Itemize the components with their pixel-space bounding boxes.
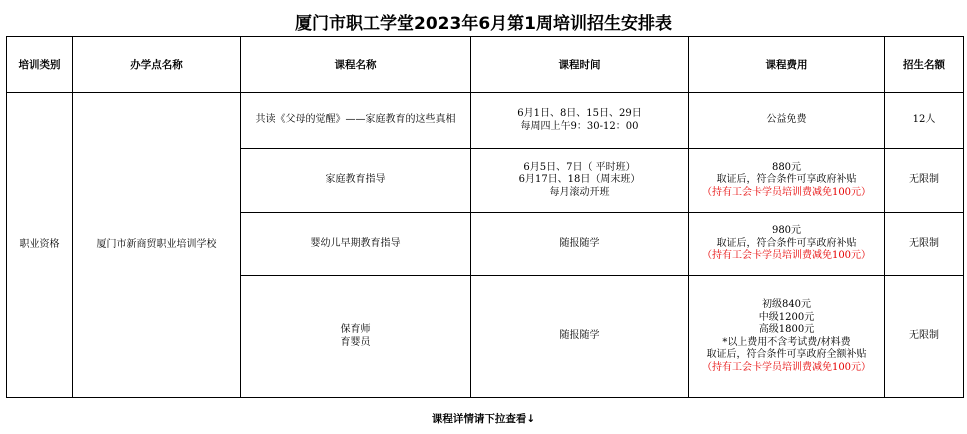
category-cell: 职业资格 — [7, 93, 73, 398]
course-cell — [241, 213, 471, 276]
school-cell: 厦门市新商贸职业培训学校 — [73, 93, 241, 398]
time-cell — [471, 276, 689, 398]
fee-line: 中级1200元 — [758, 311, 815, 323]
header-category: 培训类别 — [7, 37, 73, 93]
fee-line: 高级1800元 — [758, 324, 815, 335]
quota-cell: 12人 — [885, 93, 964, 149]
fee-cell — [689, 276, 885, 398]
time-line: 6月5日、7日（ 平时班） — [523, 161, 636, 173]
fee-line: 取证后，符合条件可享政府补贴 — [716, 237, 857, 249]
scroll-hint — [0, 411, 967, 426]
fee-discount-note: （持有工会卡学员培训费减免100元） — [701, 361, 872, 373]
time-cell — [471, 149, 689, 213]
table-row — [7, 93, 964, 149]
header-school: 办学点名称 — [73, 37, 241, 93]
table-header-row — [7, 37, 964, 93]
time-line: 6月17日、18日（周末班） — [518, 174, 641, 186]
fee-line: *以上费用不含考试费/材料费 — [722, 336, 851, 348]
quota-cell: 无限制 — [885, 149, 964, 213]
fee-cell — [689, 93, 885, 149]
course-cell — [241, 93, 471, 149]
time-line: 随报随学 — [559, 237, 600, 249]
course-line: 共读《父母的觉醒》——家庭教育的这些真相 — [255, 114, 456, 126]
header-quota: 招生名额 — [885, 37, 964, 93]
fee-discount-note: （持有工会卡学员培训费减免100元） — [701, 250, 872, 262]
schedule-table — [6, 36, 964, 398]
time-line: 每月滚动开班 — [549, 186, 610, 198]
fee-line: 取证后，符合条件可享政府补贴 — [716, 174, 857, 186]
fee-line: 公益免费 — [766, 114, 807, 126]
time-cell — [471, 213, 689, 276]
course-cell — [241, 149, 471, 213]
scroll-hint-text: 课程详情请下拉查看 — [431, 413, 527, 425]
course-line: 育婴员 — [340, 336, 371, 348]
fee-line: 880元 — [771, 161, 802, 173]
header-time: 课程时间 — [471, 37, 689, 93]
arrow-down-icon: ↓ — [526, 413, 536, 425]
course-line: 婴幼儿早期教育指导 — [310, 237, 401, 249]
header-fee: 课程费用 — [689, 37, 885, 93]
fee-cell — [689, 149, 885, 213]
time-cell — [471, 93, 689, 149]
fee-discount-note: （持有工会卡学员培训费减免100元） — [701, 186, 872, 198]
quota-cell: 无限制 — [885, 276, 964, 398]
time-line: 随报随学 — [559, 330, 600, 342]
course-line: 家庭教育指导 — [325, 174, 386, 186]
fee-line: 980元 — [771, 225, 802, 237]
fee-line: 初级840元 — [761, 299, 812, 310]
page-title: 厦门市职工学堂2023年6月第1周培训招生安排表 — [295, 14, 672, 34]
fee-line: 取证后，符合条件可享政府全额补贴 — [706, 349, 867, 360]
course-line: 保育师 — [340, 324, 371, 335]
time-line: 6月1日、8日、15日、29日 — [517, 108, 642, 119]
quota-cell: 无限制 — [885, 213, 964, 276]
course-cell — [241, 276, 471, 398]
header-course: 课程名称 — [241, 37, 471, 93]
time-line: 每周四上午9：30-12：00 — [520, 120, 639, 132]
fee-cell — [689, 213, 885, 276]
